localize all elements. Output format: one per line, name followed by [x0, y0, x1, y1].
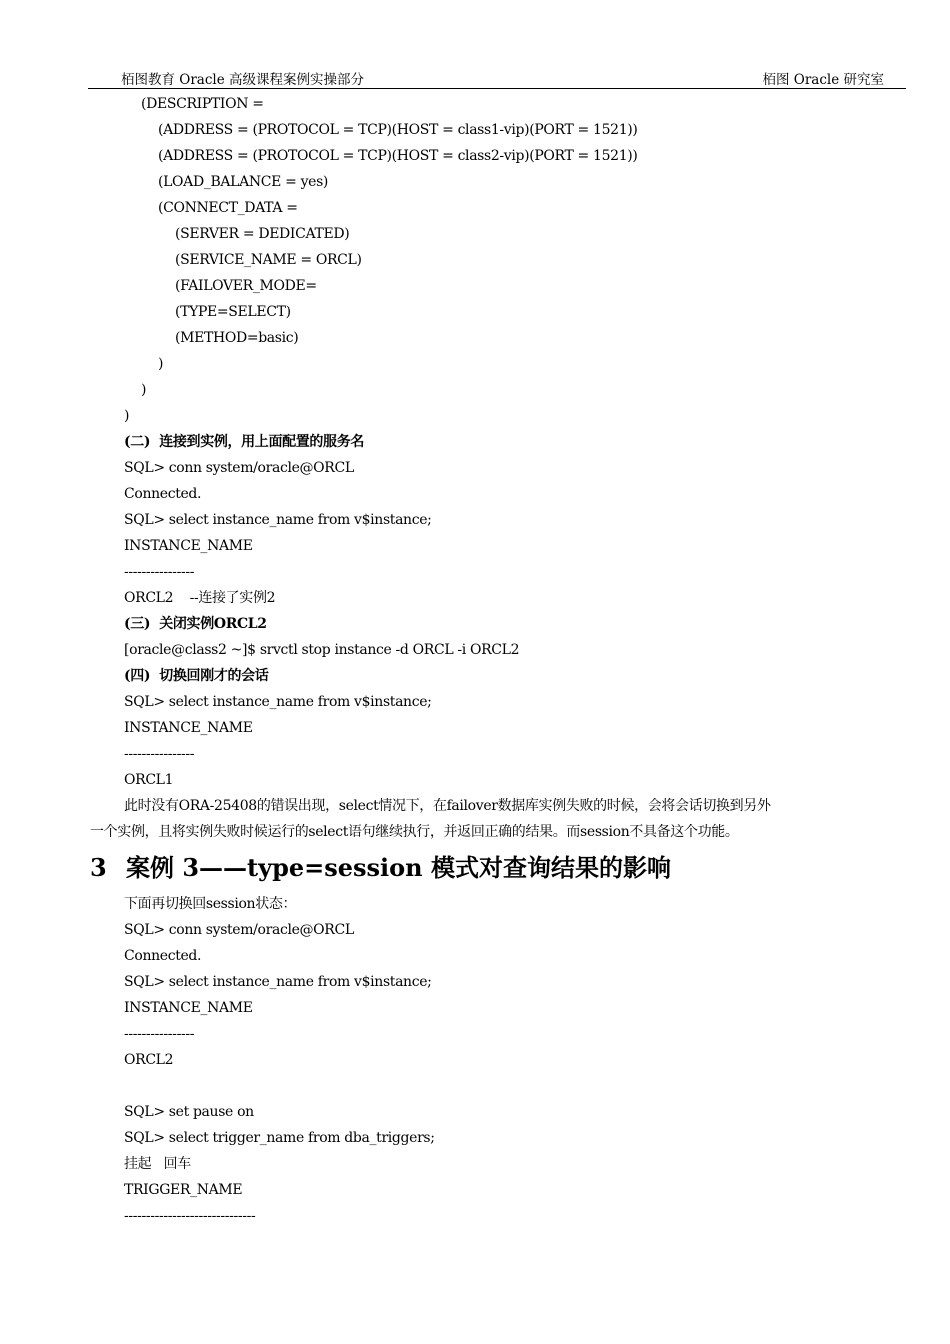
code-line: [0, 1073, 950, 1099]
code-line: (ADDRESS = (PROTOCOL = TCP)(HOST = class1-vip)(PORT = 1521)): [158, 122, 638, 138]
code-line: (CONNECT_DATA =: [158, 200, 298, 216]
paragraph-line-2: 一个实例，且将实例失败时候运行的select语句继续执行，并返回正确的结果。而session不具备这个功能。: [90, 824, 739, 840]
code-line: Connected.: [124, 486, 202, 502]
subsection-heading: (三) 关闭实例ORCL2: [124, 616, 267, 632]
code-line: ): [124, 408, 130, 424]
code-line: SQL> conn system/oracle@ORCL: [124, 460, 354, 476]
section-number: 3: [90, 853, 107, 882]
code-line: SQL> select instance_name from v$instance;: [124, 694, 432, 710]
section-title: 案例 3——type=session 模式对查询结果的影响: [126, 853, 671, 882]
failover-explanation-paragraph: [0, 793, 820, 845]
code-line: SQL> set pause on: [124, 1104, 254, 1120]
code-line: ----------------: [124, 1026, 195, 1042]
code-line: INSTANCE_NAME: [124, 538, 253, 554]
code-line: (TYPE=SELECT): [175, 304, 291, 320]
code-line: (LOAD_BALANCE = yes): [158, 174, 329, 190]
code-line: (SERVER = DEDICATED): [175, 226, 350, 242]
code-line: ): [141, 382, 147, 398]
code-line: SQL> conn system/oracle@ORCL: [124, 922, 354, 938]
code-line: 下面再切换回session状态：: [124, 896, 297, 912]
code-line: (FAILOVER_MODE=: [175, 278, 317, 294]
code-line: (ADDRESS = (PROTOCOL = TCP)(HOST = class2-vip)(PORT = 1521)): [158, 148, 638, 164]
code-line: (SERVICE_NAME = ORCL): [175, 252, 362, 268]
code-line: ----------------: [124, 564, 195, 580]
code-line: [oracle@class2 ~]$ srvctl stop instance -d ORCL -i ORCL2: [124, 642, 520, 658]
code-line: Connected.: [124, 948, 202, 964]
code-line: INSTANCE_NAME: [124, 1000, 253, 1016]
code-line: SQL> select instance_name from v$instance;: [124, 512, 432, 528]
code-line: SQL> select trigger_name from dba_triggers;: [124, 1130, 435, 1146]
code-line: INSTANCE_NAME: [124, 720, 253, 736]
code-line: TRIGGER_NAME: [124, 1182, 243, 1198]
subsection-heading: (四) 切换回刚才的会话: [124, 668, 269, 684]
code-line: ORCL2: [124, 1052, 174, 1068]
code-line: (DESCRIPTION =: [141, 96, 264, 112]
subsection-heading: (二) 连接到实例，用上面配置的服务名: [124, 434, 364, 450]
code-line: ORCL2 --连接了实例2: [124, 590, 276, 606]
page-content: [0, 91, 950, 1229]
code-line: ----------------: [124, 746, 195, 762]
code-block-session-mode: [0, 891, 950, 1229]
header-course-title: 栢图教育 Oracle 高级课程案例实操部分: [121, 72, 365, 88]
code-line: ORCL1: [124, 772, 174, 788]
header-divider: [88, 88, 906, 89]
code-line: (METHOD=basic): [175, 330, 299, 346]
code-line: SQL> select instance_name from v$instance;: [124, 974, 432, 990]
code-block-tnsnames-and-select-failover: [0, 91, 950, 793]
paragraph-line-1: 此时没有ORA-25408的错误出现，select情况下，在failover数据库实例失败的时候，会将会话切换到另外: [124, 798, 771, 814]
code-line: ------------------------------: [124, 1208, 256, 1224]
code-line: ): [158, 356, 164, 372]
header-studio-name: 栢图 Oracle 研究室: [762, 72, 884, 88]
code-line: 挂起 回车: [124, 1156, 191, 1172]
section-heading: [90, 845, 950, 891]
